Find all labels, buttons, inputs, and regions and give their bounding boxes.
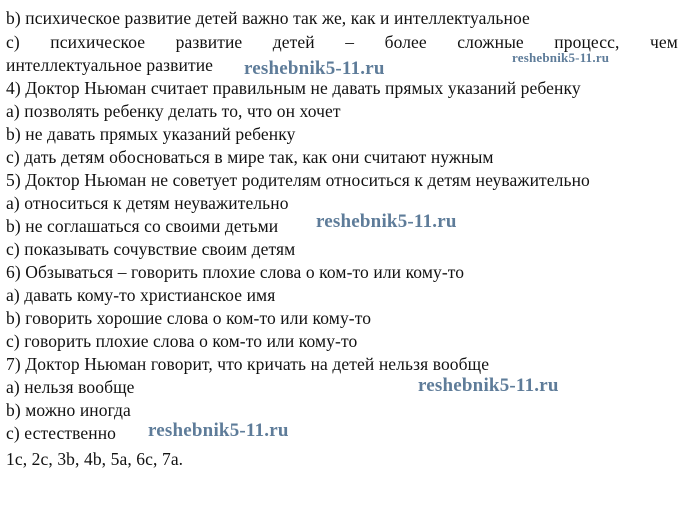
text-line-7: c) дать детям обосноваться в мире так, как они считают нужным xyxy=(6,147,494,167)
text-line-8: 5) Доктор Ньюман не советует родителям относиться к детям неуважительно xyxy=(6,170,590,190)
text-line-12: 6) Обзываться – говорить плохие слова о ком-то или кому-то xyxy=(6,262,465,282)
watermark: reshebnik5-11.ru xyxy=(316,211,457,232)
answer-key-line: 1c, 2c, 3b, 4b, 5a, 6c, 7a. xyxy=(6,449,184,469)
text-word: чем xyxy=(649,32,678,52)
text-line-11: c) показывать сочувствие своим детям xyxy=(6,239,296,259)
text-line-6: b) не давать прямых указаний ребенку xyxy=(6,124,296,144)
watermark: reshebnik5-11.ru xyxy=(244,58,385,79)
text-line-15: c) говорить плохие слова о ком-то или кому-то xyxy=(6,331,358,351)
text-line-14: b) говорить хорошие слова о ком-то или кому-то xyxy=(6,308,372,328)
text-line-3: интеллектуальное развитие xyxy=(6,55,214,75)
watermark: reshebnik5-11.ru xyxy=(418,375,559,396)
text-line-16: 7) Доктор Ньюман говорит, что кричать на детей нельзя вообще xyxy=(6,354,490,374)
text-line-19: c) естественно xyxy=(6,423,117,443)
text-line-17: a) нельзя вообще xyxy=(6,377,135,397)
text-word: психическое xyxy=(50,32,146,52)
text-word: детей xyxy=(272,32,315,52)
watermark: reshebnik5-11.ru xyxy=(512,50,610,65)
text-line-9: a) относиться к детям неуважительно xyxy=(6,193,289,213)
text-line-5: a) позволять ребенку делать то, что он хочет xyxy=(6,101,341,121)
watermark: reshebnik5-11.ru xyxy=(148,420,289,441)
text-line-18: b) можно иногда xyxy=(6,400,131,420)
text-word: более xyxy=(384,32,427,52)
text-word: развитие xyxy=(175,32,243,52)
text-word: процесс, xyxy=(554,32,620,52)
text-word: сложные xyxy=(457,32,524,52)
text-word: – xyxy=(345,32,355,52)
text-line-13: a) давать кому-то христианское имя xyxy=(6,285,276,305)
text-line-4: 4) Доктор Ньюман считает правильным не давать прямых указаний ребенку xyxy=(6,78,581,98)
text-word: c) xyxy=(6,32,20,52)
text-line-1: b) психическое развитие детей важно так же, как и интеллектуальное xyxy=(6,8,530,28)
text-line-10: b) не соглашаться со своими детьми xyxy=(6,216,279,236)
